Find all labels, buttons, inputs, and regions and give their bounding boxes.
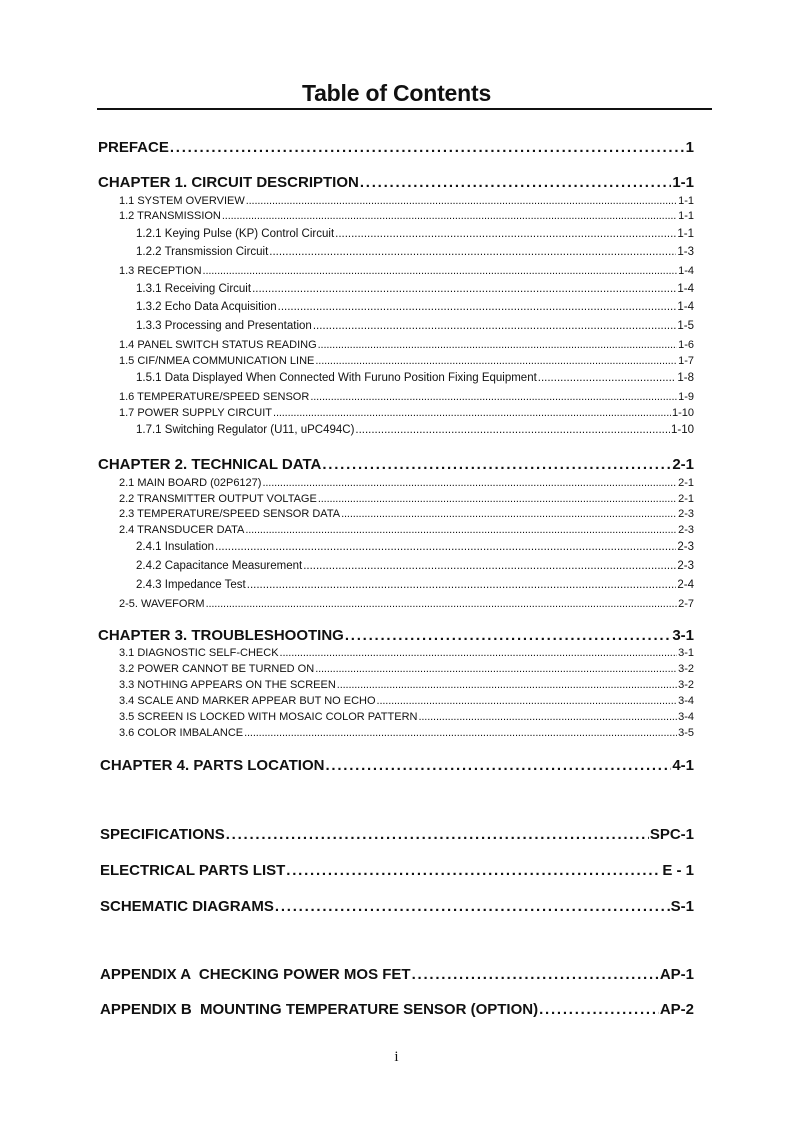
toc-page: 1-5 — [677, 320, 694, 332]
toc-page: E - 1 — [662, 862, 694, 879]
toc-page: 1-4 — [678, 265, 694, 277]
toc-label: 1.3.1 Receiving Circuit — [136, 283, 252, 295]
toc-page: 1 — [685, 139, 694, 156]
toc-page: 1-1 — [678, 210, 694, 222]
toc-label: 3.1 DIAGNOSTIC SELF-CHECK — [119, 647, 279, 659]
toc-label: 1.4 PANEL SWITCH STATUS READING — [119, 339, 317, 351]
page-title: Table of Contents — [301, 80, 492, 106]
toc-label: 1.2.1 Keying Pulse (KP) Control Circuit — [136, 228, 335, 240]
toc-page: 2-3 — [677, 541, 694, 553]
leader-dots — [418, 711, 677, 723]
leader-dots — [262, 477, 677, 489]
toc-page: 1-1 — [678, 195, 694, 207]
leader-dots — [245, 524, 677, 536]
toc-label: 1.6 TEMPERATURE/SPEED SENSOR — [119, 391, 310, 403]
toc-page: 3-1 — [672, 627, 694, 644]
toc-label: 2.3 TEMPERATURE/SPEED SENSOR DATA — [119, 508, 341, 520]
toc-page: 1-4 — [677, 301, 694, 313]
title-rule — [97, 108, 712, 110]
leader-dots — [325, 757, 671, 774]
toc-appendix-b[interactable] — [100, 1001, 694, 1018]
toc-label: 1.7.1 Switching Regulator (U11, uPC494C) — [136, 424, 355, 436]
toc-label: 2-5. WAVEFORM — [119, 598, 205, 610]
toc-entry-1-3-2[interactable] — [136, 301, 694, 313]
toc-label: CHAPTER 2. TECHNICAL DATA — [98, 456, 322, 473]
toc-entry-1-6[interactable] — [119, 391, 694, 403]
toc-label: 3.2 POWER CANNOT BE TURNED ON — [119, 663, 315, 675]
toc-page: 4-1 — [672, 757, 694, 774]
leader-dots — [315, 355, 677, 367]
toc-label: 1.2 TRANSMISSION — [119, 210, 221, 222]
leader-dots — [318, 339, 677, 351]
toc-label: PREFACE — [98, 139, 169, 156]
leader-dots — [345, 627, 671, 644]
leader-dots — [313, 320, 677, 332]
toc-appendix-a[interactable] — [100, 966, 694, 983]
toc-page: SPC-1 — [649, 826, 694, 843]
toc-entry-1-3-3[interactable] — [136, 320, 694, 332]
toc-label: 3.3 NOTHING APPEARS ON THE SCREEN — [119, 679, 336, 691]
toc-entry-2-4-2[interactable] — [136, 560, 694, 572]
toc-page: AP-2 — [659, 1001, 694, 1018]
toc-entry-1-3-1[interactable] — [136, 283, 694, 295]
toc-page: 1-1 — [672, 174, 694, 191]
toc-label: 2.4.3 Impedance Test — [136, 579, 246, 591]
toc-chapter-2[interactable] — [98, 456, 694, 473]
toc-chapter-4[interactable] — [100, 757, 694, 774]
leader-dots — [318, 493, 677, 505]
toc-page: 3-4 — [678, 711, 694, 723]
toc-label: APPENDIX A CHECKING POWER MOS FET — [100, 966, 411, 983]
toc-entry-3-5[interactable] — [119, 711, 694, 723]
toc-label: 2.1 MAIN BOARD (02P6127) — [119, 477, 262, 489]
toc-page: 3-2 — [678, 663, 694, 675]
toc-label: 2.2 TRANSMITTER OUTPUT VOLTAGE — [119, 493, 317, 505]
toc-entry-1-7-1[interactable] — [136, 424, 694, 436]
toc-page: 3-4 — [678, 695, 694, 707]
toc-page: 1-7 — [678, 355, 694, 367]
toc-label: 1.1 SYSTEM OVERVIEW — [119, 195, 245, 207]
toc-label: 2.4.2 Capacitance Measurement — [136, 560, 303, 572]
toc-entry-2-2[interactable] — [119, 493, 694, 505]
leader-dots — [286, 862, 661, 879]
leader-dots — [278, 301, 677, 313]
leader-dots — [538, 372, 677, 384]
leader-dots — [247, 579, 677, 591]
leader-dots — [252, 283, 676, 295]
toc-label: SCHEMATIC DIAGRAMS — [100, 898, 274, 915]
toc-label: SPECIFICATIONS — [100, 826, 225, 843]
toc-chapter-1[interactable] — [98, 174, 694, 191]
leader-dots — [539, 1001, 659, 1018]
toc-entry-1-2[interactable] — [119, 210, 694, 222]
toc-page: AP-1 — [659, 966, 694, 983]
toc-label: CHAPTER 3. TROUBLESHOOTING — [98, 627, 344, 644]
toc-label: 1.7 POWER SUPPLY CIRCUIT — [119, 407, 273, 419]
toc-label: ELECTRICAL PARTS LIST — [100, 862, 286, 879]
leader-dots — [269, 246, 676, 258]
toc-label: CHAPTER 4. PARTS LOCATION — [100, 757, 325, 774]
toc-page: 1-6 — [678, 339, 694, 351]
toc-page: S-1 — [670, 898, 694, 915]
leader-dots — [206, 598, 678, 610]
toc-label: 3.4 SCALE AND MARKER APPEAR BUT NO ECHO — [119, 695, 376, 707]
toc-page: 1-10 — [671, 407, 694, 419]
leader-dots — [170, 139, 685, 156]
leader-dots — [222, 210, 677, 222]
toc-page: 2-1 — [678, 493, 694, 505]
toc-entry-2-5[interactable] — [119, 598, 694, 610]
toc-page: 2-1 — [672, 456, 694, 473]
toc-page: 1-3 — [677, 246, 694, 258]
leader-dots — [360, 174, 671, 191]
toc-entry-1-5[interactable] — [119, 355, 694, 367]
toc-entry-1-2-2[interactable] — [136, 246, 694, 258]
toc-page: 1-10 — [670, 424, 694, 436]
toc-page: 1-1 — [677, 228, 694, 240]
toc-entry-2-3[interactable] — [119, 508, 694, 520]
leader-dots — [322, 456, 671, 473]
leader-dots — [377, 695, 678, 707]
toc-label: 1.5 CIF/NMEA COMMUNICATION LINE — [119, 355, 315, 367]
toc-label: 2.4 TRANSDUCER DATA — [119, 524, 245, 536]
leader-dots — [273, 407, 671, 419]
toc-page: 1-4 — [677, 283, 694, 295]
toc-preface[interactable] — [98, 139, 694, 156]
toc-page: 2-1 — [678, 477, 694, 489]
leader-dots — [341, 508, 677, 520]
leader-dots — [215, 541, 676, 553]
toc-specifications[interactable] — [100, 826, 694, 843]
page-number: i — [394, 1049, 399, 1065]
toc-entry-3-4[interactable] — [119, 695, 694, 707]
toc-page: 2-3 — [677, 560, 694, 572]
leader-dots — [203, 265, 678, 277]
toc-entry-1-1[interactable] — [119, 195, 694, 207]
toc-schematic-diagrams[interactable] — [100, 898, 694, 915]
toc-entry-3-1[interactable] — [119, 647, 694, 659]
toc-electrical-parts-list[interactable] — [100, 862, 694, 879]
toc-entry-2-1[interactable] — [119, 477, 694, 489]
toc-label: CHAPTER 1. CIRCUIT DESCRIPTION — [98, 174, 359, 191]
toc-label: 1.3 RECEPTION — [119, 265, 202, 277]
leader-dots — [315, 663, 677, 675]
toc-page: 1-8 — [677, 372, 694, 384]
toc-entry-1-2-1[interactable] — [136, 228, 694, 240]
leader-dots — [280, 647, 678, 659]
leader-dots — [246, 195, 677, 207]
toc-entry-2-4[interactable] — [119, 524, 694, 536]
toc-page: 2-4 — [677, 579, 694, 591]
leader-dots — [275, 898, 670, 915]
leader-dots — [303, 560, 676, 572]
toc-page: 3-2 — [678, 679, 694, 691]
toc-label: 1.2.2 Transmission Circuit — [136, 246, 269, 258]
toc-chapter-3[interactable] — [98, 627, 694, 644]
toc-label: 1.3.2 Echo Data Acquisition — [136, 301, 277, 313]
leader-dots — [412, 966, 659, 983]
leader-dots — [310, 391, 677, 403]
toc-label: 2.4.1 Insulation — [136, 541, 215, 553]
toc-label: 1.3.3 Processing and Presentation — [136, 320, 312, 332]
leader-dots — [335, 228, 676, 240]
leader-dots — [355, 424, 670, 436]
toc-label: APPENDIX B MOUNTING TEMPERATURE SENSOR (OPTION) — [100, 1001, 539, 1018]
toc-label: 3.5 SCREEN IS LOCKED WITH MOSAIC COLOR PATTERN — [119, 711, 418, 723]
leader-dots — [226, 826, 649, 843]
toc-page: 3-1 — [678, 647, 694, 659]
leader-dots — [244, 727, 677, 739]
toc-entry-1-7[interactable] — [119, 407, 694, 419]
leader-dots — [337, 679, 677, 691]
toc-label: 1.5.1 Data Displayed When Connected With Furuno Position Fixing Equipment — [136, 372, 537, 384]
toc-page: 2-3 — [678, 524, 694, 536]
toc-entry-1-3[interactable] — [119, 265, 694, 277]
toc-page: 2-3 — [678, 508, 694, 520]
toc-entry-2-4-3[interactable] — [136, 579, 694, 591]
toc-entry-3-3[interactable] — [119, 679, 694, 691]
toc-page: 2-7 — [678, 598, 694, 610]
toc-entry-2-4-1[interactable] — [136, 541, 694, 553]
toc-page: 1-9 — [678, 391, 694, 403]
toc-page: 3-5 — [678, 727, 694, 739]
toc-entry-3-6[interactable] — [119, 727, 694, 739]
toc-entry-1-4[interactable] — [119, 339, 694, 351]
toc-entry-3-2[interactable] — [119, 663, 694, 675]
toc-entry-1-5-1[interactable] — [136, 372, 694, 384]
toc-label: 3.6 COLOR IMBALANCE — [119, 727, 244, 739]
